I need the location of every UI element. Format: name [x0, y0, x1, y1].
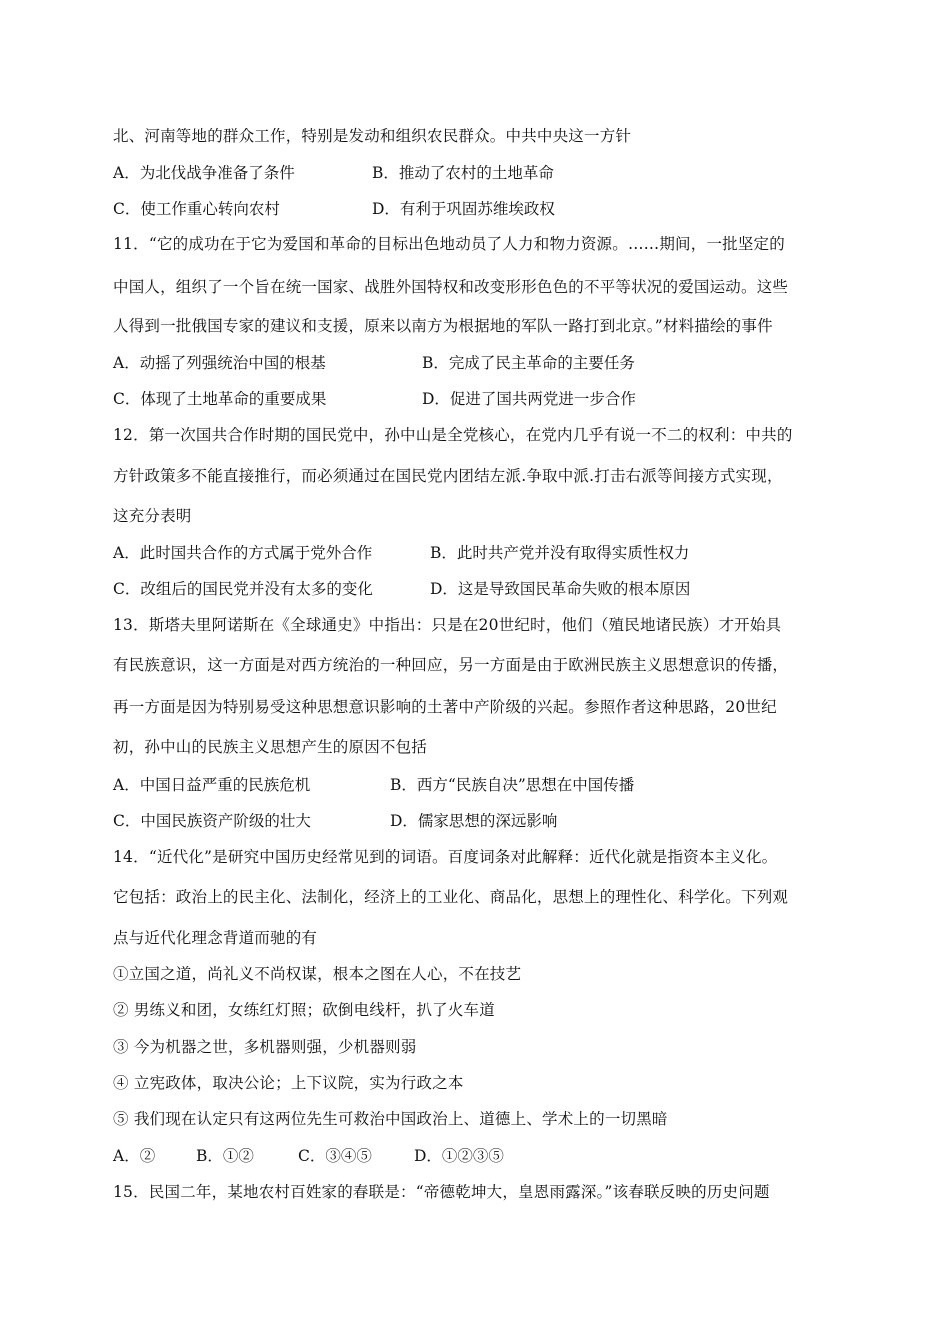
option-b: B．推动了农村的土地革命	[372, 164, 554, 182]
question-13: 13．斯塔夫里阿诺斯在《全球通史》中指出：只是在20世纪时，他们（殖民地诸民族）才开始具	[113, 616, 782, 634]
option-b: B．完成了民主革命的主要任务	[422, 354, 635, 372]
text-line: 再一方面是因为特别易受这种思想意识影响的土著中产阶级的兴起。参照作者这种思路，20世纪	[113, 698, 777, 716]
text-line: 有民族意识，这一方面是对西方统治的一种回应，另一方面是由于欧洲民族主义思想意识的传播，	[113, 656, 789, 674]
option-d: D．促进了国共两党进一步合作	[422, 390, 636, 408]
text-line: 人得到一批俄国专家的建议和支援，原来以南方为根据地的军队一路打到北京。”材料描绘的事件	[113, 317, 773, 335]
text-line: 北、河南等地的群众工作，特别是发动和组织农民群众。中共中央这一方针	[113, 127, 632, 145]
question-14: 14．“近代化”是研究中国历史经常见到的词语。百度词条对此解释：近代化就是指资本主义化。	[113, 848, 778, 866]
option-c: C．体现了土地革命的重要成果	[113, 390, 327, 408]
option-c: C．使工作重心转向农村	[113, 200, 280, 218]
text-line: 这充分表明	[113, 507, 192, 525]
option-a: A．动摇了列强统治中国的根基	[113, 354, 326, 372]
option-b: B．西方“民族自决”思想在中国传播	[390, 776, 635, 794]
statement-4: ④ 立宪政体，取决公论；上下议院，实为行政之本	[113, 1074, 464, 1092]
question-12: 12．第一次国共合作时期的国民党中，孙中山是全党核心，在党内几乎有说一不二的权利：中共的	[113, 426, 793, 444]
option-a: A．为北伐战争准备了条件	[113, 164, 295, 182]
question-15: 15．民国二年，某地农村百姓家的春联是：“帝德乾坤大，皇恩雨露深。”该春联反映的历史问题	[113, 1183, 770, 1201]
option-d: D．这是导致国民革命失败的根本原因	[430, 580, 691, 598]
text-line: 点与近代化理念背道而驰的有	[113, 929, 318, 947]
option-a: A．中国日益严重的民族危机	[113, 776, 311, 794]
option-d: D．①②③⑤	[414, 1147, 504, 1165]
statement-1: ①立国之道，尚礼义不尚权谋，根本之图在人心，不在技艺	[113, 965, 522, 983]
text-line: 它包括：政治上的民主化、法制化，经济上的工业化、商品化，思想上的理性化、科学化。下列观	[113, 888, 789, 906]
statement-5: ⑤ 我们现在认定只有这两位先生可救治中国政治上、道德上、学术上的一切黑暗	[113, 1110, 668, 1128]
option-c: C．③④⑤	[298, 1147, 372, 1165]
text-line: 中国人，组织了一个旨在统一国家、战胜外国特权和改变形形色色的不平等状况的爱国运动。这些	[113, 278, 789, 296]
option-b: B．此时共产党并没有取得实质性权力	[430, 544, 690, 562]
text-line: 方针政策多不能直接推行，而必须通过在国民党内团结左派.争取中派.打击右派等间接方式实现，	[113, 467, 783, 485]
option-d: D．儒家思想的深远影响	[390, 812, 558, 830]
option-c: C．中国民族资产阶级的壮大	[113, 812, 311, 830]
option-b: B．①②	[196, 1147, 254, 1165]
option-a: A．②	[113, 1147, 156, 1165]
statement-3: ③ 今为机器之世，多机器则强，少机器则弱	[113, 1038, 417, 1056]
option-c: C．改组后的国民党并没有太多的变化	[113, 580, 373, 598]
statement-2: ② 男练义和团，女练红灯照；砍倒电线杆，扒了火车道	[113, 1001, 495, 1019]
text-line: 初，孙中山的民族主义思想产生的原因不包括	[113, 738, 428, 756]
option-a: A．此时国共合作的方式属于党外合作	[113, 544, 373, 562]
option-d: D．有利于巩固苏维埃政权	[372, 200, 555, 218]
question-11: 11．“它的成功在于它为爱国和革命的目标出色地动员了人力和物力资源。……期间，一批坚定的	[113, 235, 785, 253]
